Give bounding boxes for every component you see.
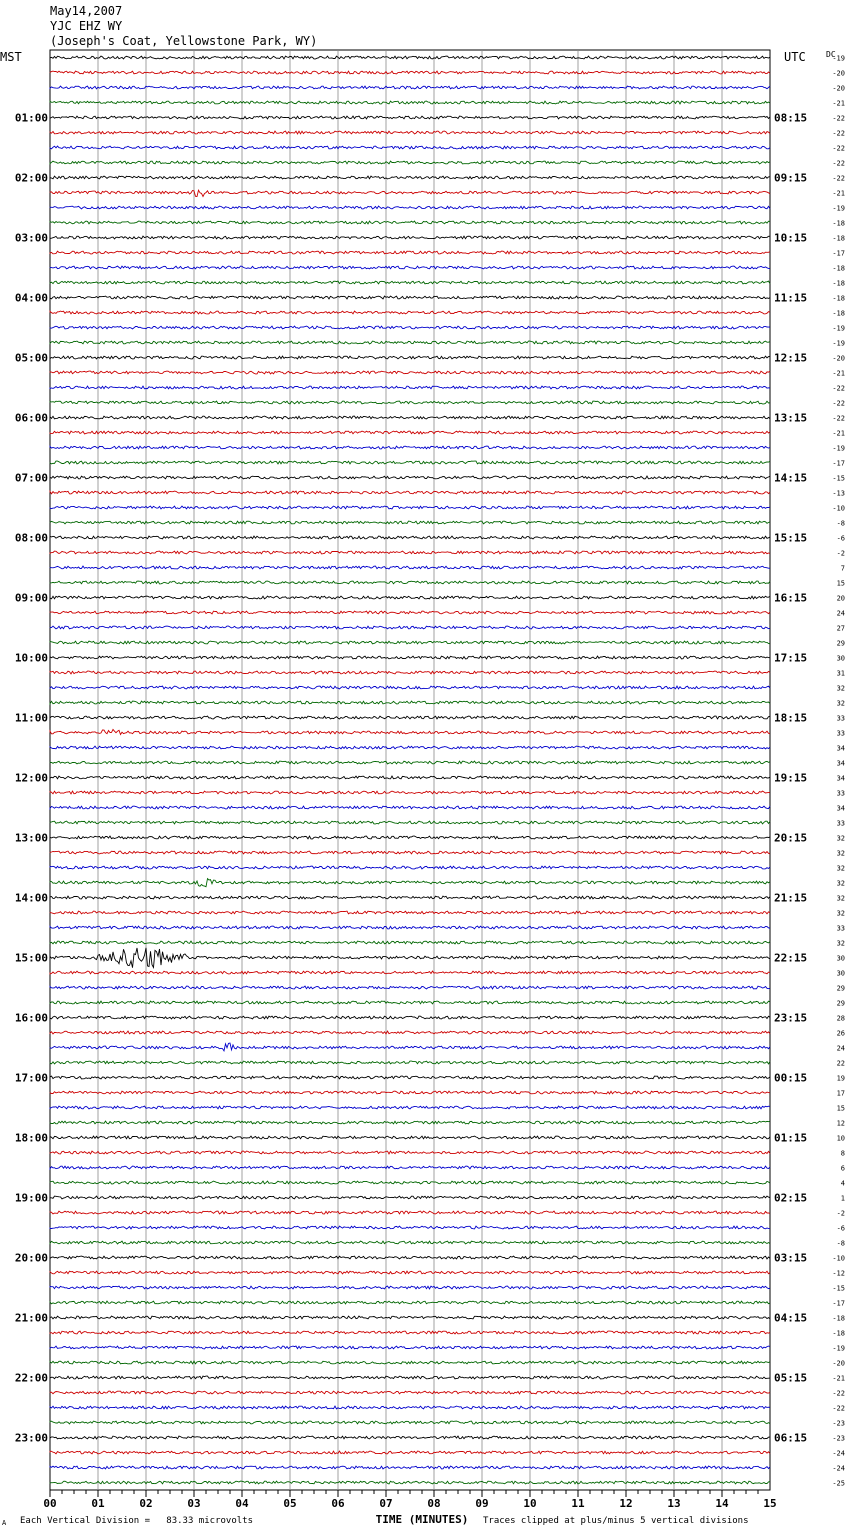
dc-offset-value: 32 xyxy=(836,684,845,693)
dc-offset-value: 34 xyxy=(836,744,845,753)
right-time-label: 18:15 xyxy=(774,711,808,725)
left-time-label: 16:00 xyxy=(14,1011,48,1025)
trace-line xyxy=(50,566,770,569)
dc-offset-value: -18 xyxy=(832,1314,845,1323)
trace-line xyxy=(50,131,770,134)
trace-line xyxy=(50,551,770,554)
trace-line xyxy=(50,626,770,629)
left-time-label: 09:00 xyxy=(14,591,48,605)
dc-offset-value: -13 xyxy=(832,489,845,498)
dc-offset-value: -17 xyxy=(832,1299,845,1308)
trace-line xyxy=(50,1481,770,1484)
left-time-label: 11:00 xyxy=(14,711,48,725)
right-time-label: 22:15 xyxy=(774,951,808,965)
trace-line xyxy=(50,581,770,584)
dc-offset-value: 20 xyxy=(836,594,845,603)
trace-line xyxy=(50,236,770,239)
trace-line xyxy=(50,1001,770,1004)
dc-offset-value: 33 xyxy=(836,714,845,723)
trace-line xyxy=(50,71,770,74)
trace-line xyxy=(50,1016,770,1019)
trace-line xyxy=(50,1361,770,1364)
dc-offset-value: 29 xyxy=(836,639,845,648)
trace-line xyxy=(50,266,770,269)
dc-offset-value: -24 xyxy=(832,1449,845,1458)
left-time-label: 05:00 xyxy=(14,351,48,365)
trace-line xyxy=(50,866,770,869)
right-time-label: 06:15 xyxy=(774,1431,808,1445)
x-tick-label: 10 xyxy=(523,1497,537,1510)
left-time-label: 04:00 xyxy=(14,291,48,305)
left-time-label: 06:00 xyxy=(14,411,48,425)
left-time-label: 21:00 xyxy=(14,1311,48,1325)
trace-line xyxy=(50,431,770,434)
trace-line xyxy=(50,476,770,479)
trace-line xyxy=(50,461,770,464)
dc-offset-value: 29 xyxy=(836,984,845,993)
dc-offset-value: -22 xyxy=(832,1404,845,1413)
left-time-label: 08:00 xyxy=(14,531,48,545)
dc-offset-value: -24 xyxy=(832,1464,845,1473)
vertical-scale-note: Each Vertical Division = 83.33 microvolts xyxy=(20,1516,253,1526)
dc-offset-value: 30 xyxy=(836,954,845,963)
dc-offset-value: -22 xyxy=(832,159,845,168)
dc-offset-value: -18 xyxy=(832,234,845,243)
trace-line xyxy=(50,446,770,449)
trace-line xyxy=(50,611,770,614)
dc-offset-value: 24 xyxy=(836,1044,845,1053)
trace-line xyxy=(50,251,770,254)
left-time-label: 19:00 xyxy=(14,1191,48,1205)
x-tick-label: 01 xyxy=(91,1497,105,1510)
dc-offset-value: 27 xyxy=(836,624,845,633)
dc-offset-value: -8 xyxy=(836,1239,845,1248)
trace-line xyxy=(50,56,770,59)
trace-line xyxy=(50,416,770,419)
right-time-label: 12:15 xyxy=(774,351,808,365)
trace-line xyxy=(50,641,770,644)
trace-line xyxy=(50,281,770,284)
right-time-label: 21:15 xyxy=(774,891,808,905)
trace-line xyxy=(50,716,770,719)
trace-line xyxy=(50,206,770,209)
trace-line xyxy=(50,1106,770,1109)
left-time-label: 02:00 xyxy=(14,171,48,185)
trace-line xyxy=(50,356,770,359)
dc-offset-value: 1 xyxy=(840,1194,845,1203)
trace-line xyxy=(50,851,770,854)
trace-line xyxy=(50,671,770,674)
dc-offset-value: -15 xyxy=(832,1284,845,1293)
trace-line xyxy=(50,1136,770,1139)
trace-line xyxy=(50,1121,770,1124)
trace-line xyxy=(50,879,770,887)
dc-offset-value: 32 xyxy=(836,894,845,903)
trace-line xyxy=(50,1211,770,1214)
trace-line xyxy=(50,1256,770,1259)
left-time-label: 23:00 xyxy=(14,1431,48,1445)
dc-offset-value: 12 xyxy=(836,1119,845,1128)
dc-offset-value: 22 xyxy=(836,1059,845,1068)
dc-offset-value: -10 xyxy=(832,1254,845,1263)
trace-line xyxy=(50,1466,770,1469)
trace-line xyxy=(50,1391,770,1394)
dc-offset-value: -18 xyxy=(832,309,845,318)
x-tick-label: 09 xyxy=(475,1497,489,1510)
dc-offset-value: -18 xyxy=(832,294,845,303)
x-tick-label: 06 xyxy=(331,1497,345,1510)
trace-line xyxy=(50,1226,770,1229)
left-time-label: 14:00 xyxy=(14,891,48,905)
trace-line xyxy=(50,190,770,196)
dc-offset-value: 19 xyxy=(836,1074,845,1083)
trace-line xyxy=(50,1406,770,1409)
dc-offset-value: -22 xyxy=(832,399,845,408)
dc-offset-value: 32 xyxy=(836,834,845,843)
dc-offset-value: -23 xyxy=(832,1419,845,1428)
trace-line xyxy=(50,161,770,164)
trace-line xyxy=(50,1331,770,1334)
trace-line xyxy=(50,521,770,524)
dc-offset-value: 31 xyxy=(836,669,845,678)
trace-line xyxy=(50,791,770,794)
right-time-label: 00:15 xyxy=(774,1071,808,1085)
dc-offset-value: -20 xyxy=(832,1359,845,1368)
dc-offset-value: 15 xyxy=(836,579,845,588)
plot-date: May14,2007 xyxy=(50,4,123,18)
trace-line xyxy=(50,761,770,764)
trace-line xyxy=(50,1181,770,1184)
trace-line xyxy=(50,1061,770,1064)
left-time-label: 22:00 xyxy=(14,1371,48,1385)
dc-offset-value: -17 xyxy=(832,459,845,468)
dc-offset-value: 32 xyxy=(836,879,845,888)
dc-offset-value: 33 xyxy=(836,789,845,798)
dc-offset-value: 8 xyxy=(840,1149,845,1158)
x-tick-label: 14 xyxy=(715,1497,729,1510)
dc-offset-value: -22 xyxy=(832,1389,845,1398)
left-time-label: 13:00 xyxy=(14,831,48,845)
dc-offset-value: -18 xyxy=(832,219,845,228)
trace-line xyxy=(50,1271,770,1274)
trace-line xyxy=(50,176,770,179)
dc-offset-value: 26 xyxy=(836,1029,845,1038)
dc-offset-value: 15 xyxy=(836,1104,845,1113)
trace-line xyxy=(50,1196,770,1199)
dc-offset-value: -21 xyxy=(832,99,845,108)
dc-offset-value: -20 xyxy=(832,354,845,363)
trace-line xyxy=(50,746,770,749)
dc-offset-value: -19 xyxy=(832,444,845,453)
dc-offset-value: -25 xyxy=(832,1479,845,1488)
trace-line xyxy=(50,401,770,404)
trace-line xyxy=(50,729,770,734)
trace-line xyxy=(50,1241,770,1244)
dc-offset-value: 7 xyxy=(840,564,845,573)
dc-offset-value: -19 xyxy=(832,324,845,333)
dc-offset-value: -21 xyxy=(832,369,845,378)
station-code: YJC EHZ WY xyxy=(50,19,123,33)
dc-offset-value: -12 xyxy=(832,1269,845,1278)
dc-offset-value: -18 xyxy=(832,264,845,273)
dc-offset-value: 33 xyxy=(836,924,845,933)
trace-line xyxy=(50,221,770,224)
x-tick-label: 00 xyxy=(43,1497,57,1510)
trace-line xyxy=(50,371,770,374)
clip-note: Traces clipped at plus/minus 5 vertical divisions xyxy=(483,1516,749,1526)
trace-line xyxy=(50,596,770,599)
trace-line xyxy=(50,1301,770,1304)
left-time-label: 17:00 xyxy=(14,1071,48,1085)
dc-offset-value: -10 xyxy=(832,504,845,513)
dc-offset-value: 33 xyxy=(836,729,845,738)
dc-offset-value: -2 xyxy=(836,1209,845,1218)
trace-line xyxy=(50,506,770,509)
dc-offset-value: -18 xyxy=(832,1329,845,1338)
trace-line xyxy=(50,896,770,899)
dc-offset-value: 10 xyxy=(836,1134,845,1143)
dc-offset-value: -21 xyxy=(832,1374,845,1383)
dc-offset-value: -17 xyxy=(832,249,845,258)
left-time-label: 07:00 xyxy=(14,471,48,485)
dc-offset-value: -19 xyxy=(832,339,845,348)
trace-line xyxy=(50,116,770,119)
x-tick-label: 15 xyxy=(763,1497,777,1510)
dc-offset-header: DC xyxy=(826,50,836,59)
trace-line xyxy=(50,701,770,704)
trace-line xyxy=(50,1091,770,1094)
dc-offset-value: -2 xyxy=(836,549,845,558)
trace-line xyxy=(50,656,770,659)
dc-offset-value: -22 xyxy=(832,144,845,153)
trace-line xyxy=(50,1166,770,1169)
dc-offset-value: 33 xyxy=(836,819,845,828)
dc-offset-value: 6 xyxy=(840,1164,845,1173)
right-time-label: 17:15 xyxy=(774,651,808,665)
right-time-label: 20:15 xyxy=(774,831,808,845)
trace-line xyxy=(50,1151,770,1154)
dc-offset-value: -20 xyxy=(832,69,845,78)
dc-offset-value: 32 xyxy=(836,939,845,948)
x-tick-label: 13 xyxy=(667,1497,681,1510)
dc-offset-value: -22 xyxy=(832,174,845,183)
dc-offset-value: -18 xyxy=(832,279,845,288)
dc-offset-value: 34 xyxy=(836,804,845,813)
right-time-label: 19:15 xyxy=(774,771,808,785)
trace-line xyxy=(50,836,770,839)
left-time-label: 01:00 xyxy=(14,111,48,125)
dc-offset-value: 34 xyxy=(836,774,845,783)
trace-line xyxy=(50,821,770,824)
x-axis-label: TIME (MINUTES) xyxy=(375,1513,469,1526)
dc-offset-value: -8 xyxy=(836,519,845,528)
dc-offset-value: 28 xyxy=(836,1014,845,1023)
left-time-label: 20:00 xyxy=(14,1251,48,1265)
dc-offset-value: 34 xyxy=(836,759,845,768)
dc-offset-value: -15 xyxy=(832,474,845,483)
dc-offset-value: -21 xyxy=(832,189,845,198)
trace-line xyxy=(50,101,770,104)
x-tick-label: 08 xyxy=(427,1497,441,1510)
trace-line xyxy=(50,1376,770,1379)
right-time-label: 09:15 xyxy=(774,171,808,185)
left-time-label: 15:00 xyxy=(14,951,48,965)
left-time-label: 12:00 xyxy=(14,771,48,785)
trace-line xyxy=(50,1421,770,1424)
right-time-label: 08:15 xyxy=(774,111,808,125)
trace-line xyxy=(50,926,770,929)
right-time-label: 23:15 xyxy=(774,1011,808,1025)
trace-line xyxy=(50,296,770,299)
dc-offset-value: 17 xyxy=(836,1089,845,1098)
right-time-label: 16:15 xyxy=(774,591,808,605)
dc-offset-value: -19 xyxy=(832,54,845,63)
trace-line xyxy=(50,1316,770,1319)
dc-offset-value: 32 xyxy=(836,699,845,708)
dc-offset-value: -19 xyxy=(832,1344,845,1353)
dc-offset-value: -6 xyxy=(836,1224,845,1233)
trace-line xyxy=(50,1436,770,1439)
right-time-label: 01:15 xyxy=(774,1131,808,1145)
left-time-label: 03:00 xyxy=(14,231,48,245)
trace-line xyxy=(50,536,770,539)
trace-line xyxy=(50,146,770,149)
right-time-label: 14:15 xyxy=(774,471,808,485)
x-tick-label: 05 xyxy=(283,1497,297,1510)
station-location: (Joseph's Coat, Yellowstone Park, WY) xyxy=(50,34,318,48)
dc-offset-value: 4 xyxy=(840,1179,845,1188)
dc-offset-value: -22 xyxy=(832,384,845,393)
dc-offset-value: 24 xyxy=(836,609,845,618)
right-time-label: 02:15 xyxy=(774,1191,808,1205)
trace-line xyxy=(50,1031,770,1034)
right-time-label: 10:15 xyxy=(774,231,808,245)
trace-line xyxy=(50,986,770,989)
trace-line xyxy=(50,491,770,494)
dc-offset-value: -22 xyxy=(832,114,845,123)
right-time-label: 05:15 xyxy=(774,1371,808,1385)
dc-offset-value: -22 xyxy=(832,129,845,138)
left-timezone-label: MST xyxy=(0,50,22,64)
trace-line xyxy=(50,86,770,89)
right-time-label: 04:15 xyxy=(774,1311,808,1325)
dc-offset-value: 30 xyxy=(836,969,845,978)
trace-line xyxy=(50,806,770,809)
right-time-label: 13:15 xyxy=(774,411,808,425)
trace-line xyxy=(50,1346,770,1349)
trace-line xyxy=(50,1286,770,1289)
trace-line xyxy=(50,776,770,779)
trace-line xyxy=(50,971,770,974)
dc-offset-value: -21 xyxy=(832,429,845,438)
x-tick-label: 07 xyxy=(379,1497,393,1510)
dc-offset-value: -6 xyxy=(836,534,845,543)
x-tick-label: 04 xyxy=(235,1497,249,1510)
trace-line xyxy=(50,686,770,689)
dc-offset-value: -22 xyxy=(832,414,845,423)
x-tick-label: 03 xyxy=(187,1497,201,1510)
dc-offset-value: 29 xyxy=(836,999,845,1008)
trace-line xyxy=(50,941,770,944)
x-tick-label: 11 xyxy=(571,1497,585,1510)
trace-line xyxy=(50,311,770,314)
left-time-label: 10:00 xyxy=(14,651,48,665)
trace-line xyxy=(50,1451,770,1454)
right-timezone-label: UTC xyxy=(784,50,806,64)
right-time-label: 15:15 xyxy=(774,531,808,545)
dc-offset-value: -23 xyxy=(832,1434,845,1443)
trace-line xyxy=(50,341,770,344)
x-tick-label: 12 xyxy=(619,1497,633,1510)
footer-mark: A xyxy=(2,1519,7,1527)
trace-line xyxy=(50,1076,770,1079)
dc-offset-value: 32 xyxy=(836,849,845,858)
dc-offset-value: 32 xyxy=(836,909,845,918)
left-time-label: 18:00 xyxy=(14,1131,48,1145)
trace-line xyxy=(50,1043,770,1051)
trace-line xyxy=(50,326,770,329)
right-time-label: 03:15 xyxy=(774,1251,808,1265)
dc-offset-value: 30 xyxy=(836,654,845,663)
trace-line xyxy=(50,948,770,968)
dc-offset-value: -19 xyxy=(832,204,845,213)
trace-line xyxy=(50,386,770,389)
x-tick-label: 02 xyxy=(139,1497,153,1510)
right-time-label: 11:15 xyxy=(774,291,808,305)
dc-offset-value: -20 xyxy=(832,84,845,93)
trace-line xyxy=(50,911,770,914)
dc-offset-value: 32 xyxy=(836,864,845,873)
